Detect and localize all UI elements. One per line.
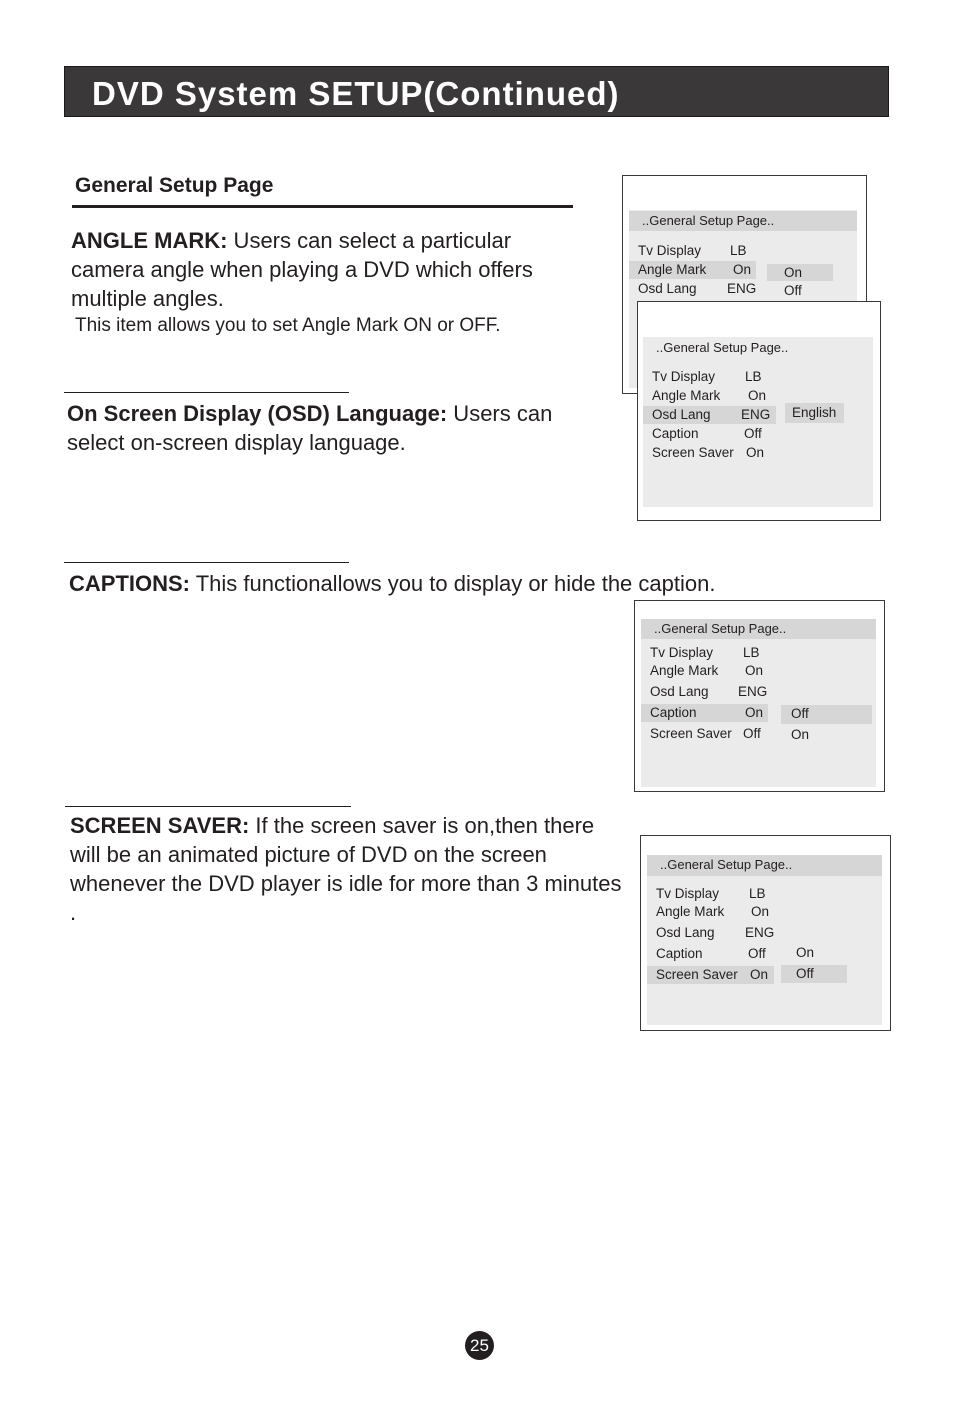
menu-row-tv-display[interactable]: Tv Display [638,243,702,258]
divider-screen-saver [65,806,351,807]
page-number-badge: 25 [465,1331,494,1360]
menu-value-screen-saver: On [750,967,769,982]
captions-paragraph [69,569,769,598]
menu-row-angle-mark[interactable]: Angle Mark [650,663,719,678]
menu-value-angle-mark: On [748,388,767,403]
osd-language-paragraph [67,399,577,457]
menu-value-angle-mark: On [745,663,764,678]
caption-menu [634,600,885,792]
menu-row-angle-mark[interactable]: Angle Mark [652,388,721,403]
osd-language-term: On Screen Display (OSD) Language: [67,401,448,426]
option-off[interactable]: Off [791,706,809,721]
title-bar [64,66,889,117]
angle-mark-note: This item allows you to set Angle Mark ON or OFF. [75,315,501,336]
screen-saver-paragraph [70,811,622,927]
menu-row-caption[interactable]: Caption [650,705,697,720]
menu-value-tv-display: LB [745,369,762,384]
osd-language-text: Users can select on-screen display language. [67,401,553,455]
option-off[interactable]: Off [796,966,814,981]
screen-saver-menu [640,835,891,1031]
angle-mark-term: ANGLE MARK: [71,228,228,253]
menu-value-angle-mark: On [751,904,770,919]
menu-value-caption: Off [744,426,762,441]
page-title: DVD System SETUP(Continued) [92,75,620,112]
menu-row-screen-saver[interactable]: Screen Saver [656,967,738,982]
option-on[interactable]: On [791,727,810,742]
option-on[interactable]: On [784,265,803,280]
menu-value-osd-lang: ENG [741,407,771,422]
captions-text: This functionallows you to display or hide the caption. [190,571,716,596]
section-heading: General Setup Page [75,174,274,197]
menu-row-osd-lang[interactable]: Osd Lang [656,925,715,940]
menu-header: ..General Setup Page.. [641,619,876,639]
menu-row-angle-mark[interactable]: Angle Mark [638,262,707,277]
osd-language-menu [637,301,881,521]
menu-row-angle-mark[interactable]: Angle Mark [656,904,725,919]
menu-value-tv-display: LB [749,886,766,901]
divider-captions [64,562,349,563]
menu-row-tv-display[interactable]: Tv Display [652,369,716,384]
menu-value-tv-display: LB [730,243,747,258]
captions-term: CAPTIONS: [69,571,190,596]
menu-value-screen-saver: On [746,445,765,460]
menu-row-screen-saver[interactable]: Screen Saver [650,726,732,741]
menu-row-tv-display[interactable]: Tv Display [650,645,714,660]
menu-row-screen-saver[interactable]: Screen Saver [652,445,734,460]
menu-value-osd-lang: ENG [738,684,768,699]
menu-header: ..General Setup Page.. [643,338,873,358]
menu-value-angle-mark: On [733,262,752,277]
menu-row-caption[interactable]: Caption [652,426,699,441]
angle-mark-paragraph [71,226,581,313]
divider-osd [64,392,349,393]
menu-value-tv-display: LB [743,645,760,660]
menu-row-osd-lang[interactable]: Osd Lang [650,684,709,699]
menu-value-screen-saver: Off [743,726,761,741]
option-highlight [781,965,847,983]
option-english[interactable]: English [792,405,837,420]
menu-row-osd-lang[interactable]: Osd Lang [652,407,711,422]
menu-value-caption: On [745,705,764,720]
menu-row-tv-display[interactable]: Tv Display [656,886,720,901]
menu-row-caption[interactable]: Caption [656,946,703,961]
menu-value-osd-lang: ENG [745,925,775,940]
option-on[interactable]: On [796,945,815,960]
menu-value-caption: Off [748,946,766,961]
menu-value-osd-lang: ENG [727,281,757,296]
menu-row-osd-lang[interactable]: Osd Lang [638,281,697,296]
menu-header: ..General Setup Page.. [647,855,882,876]
section-heading-underline [72,205,573,208]
angle-mark-text: Users can select a particular camera angle when playing a DVD which offers multiple angles. [71,228,533,311]
menu-header: ..General Setup Page.. [629,211,857,231]
screen-saver-text: If the screen saver is on,then there will be an animated picture of DVD on the screen whenever the DVD player is idle for more than 3 minutes . [70,813,622,925]
screen-saver-term: SCREEN SAVER: [70,813,250,838]
option-off[interactable]: Off [784,283,802,298]
